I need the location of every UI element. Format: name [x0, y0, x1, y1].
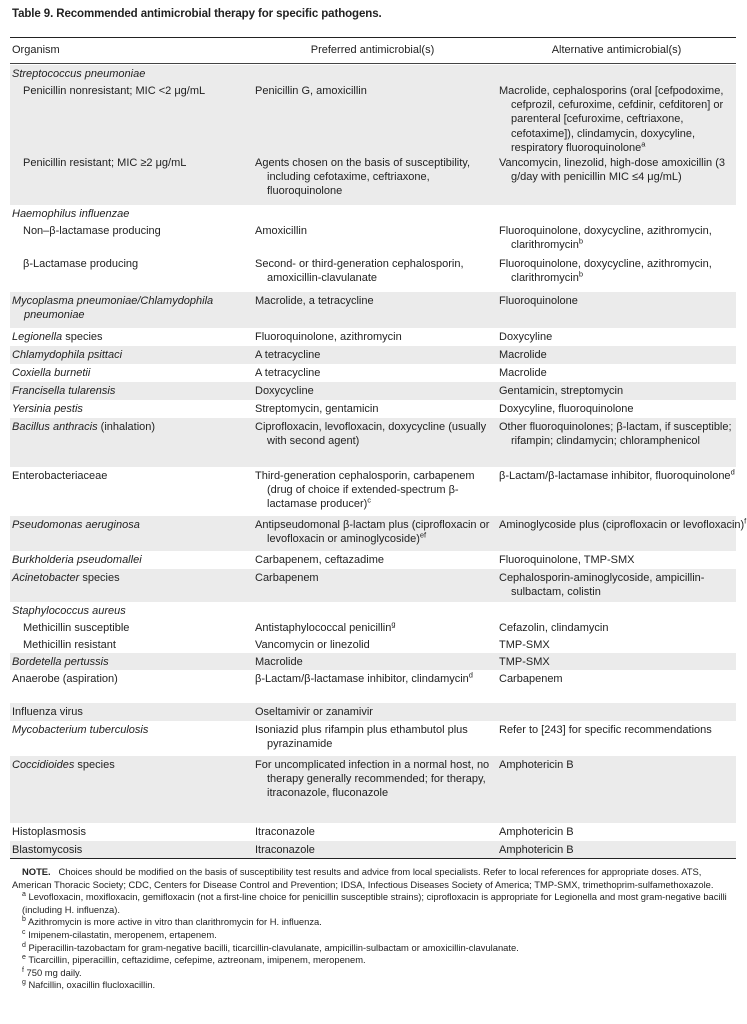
alternative-cell	[499, 224, 747, 252]
cell-text: Vancomycin or linezolid	[255, 639, 370, 651]
preferred-cell	[255, 366, 503, 380]
organism-name: Penicillin nonresistant; MIC <2 μg/mL	[23, 85, 206, 97]
footnote-mark: d	[468, 670, 473, 680]
table-row	[10, 292, 736, 328]
footnote-mark: c	[367, 495, 372, 505]
alternative-cell	[499, 825, 747, 839]
footnote-text: 750 mg daily.	[23, 966, 82, 978]
cell-text: Macrolide, cephalosporins (oral [cefpodoxime, cefprozil, cefuroxime, cefdinir, cefditoren] or parenteral [cefuroxime, ceftriaxone, cefotaxime]), clindamycin, doxycyline, respiratory fluoroquinolone	[499, 85, 724, 154]
organism-cell	[12, 67, 262, 81]
alternative-cell	[499, 366, 747, 380]
preferred-cell	[255, 420, 503, 448]
top-rule	[10, 37, 736, 38]
footnote-mark: e	[419, 530, 425, 540]
cell-text: Doxycycline	[255, 385, 314, 397]
preferred-cell	[255, 705, 503, 719]
bottom-rule	[10, 858, 736, 859]
cell-text: Aminoglycoside plus (ciprofloxacin or levofloxacin)	[499, 519, 745, 531]
preferred-cell	[255, 294, 503, 308]
table-row	[10, 653, 736, 670]
organism-name: Burkholderia pseudomallei	[12, 554, 142, 566]
alternative-cell	[499, 294, 747, 308]
preferred-cell	[255, 672, 503, 686]
organism-name: Bacillus anthracis	[12, 421, 98, 433]
alternative-cell	[499, 257, 747, 285]
cell-text: Oseltamivir or zanamivir	[255, 706, 373, 718]
cell-text: Third-generation cephalosporin, carbapenem (drug of choice if extended-spectrum β-lactamase producer)	[255, 470, 475, 511]
table-row	[10, 400, 736, 418]
organism-qualifier: (inhalation)	[97, 421, 156, 433]
organism-name: Bordetella pertussis	[12, 656, 109, 668]
table-row	[10, 619, 736, 636]
organism-cell	[12, 330, 262, 344]
footnote-mark: a	[22, 891, 26, 899]
organism-name: Legionella	[12, 331, 63, 343]
cell-text: Amphotericin B	[499, 826, 574, 838]
organism-cell	[12, 402, 262, 416]
footnote	[12, 891, 736, 916]
organism-cell	[23, 156, 262, 170]
note-label: NOTE.	[22, 866, 51, 877]
alternative-cell	[499, 348, 747, 362]
footnote-mark: b	[578, 269, 584, 279]
preferred-cell	[255, 402, 503, 416]
cell-text: Antistaphylococcal penicillin	[255, 622, 392, 634]
cell-text: Fluoroquinolone, doxycycline, azithromycin, clarithromycin	[499, 225, 712, 252]
organism-cell	[12, 420, 262, 434]
organism-cell	[12, 553, 262, 567]
footnote-mark: e	[22, 954, 26, 962]
table-row	[10, 823, 736, 841]
footnote-mark: f	[22, 966, 24, 974]
organism-name: Yersinia pestis	[12, 403, 83, 415]
header-preferred: Preferred antimicrobial(s)	[310, 44, 435, 56]
cell-text: TMP-SMX	[499, 639, 550, 651]
organism-cell	[23, 257, 262, 271]
cell-text: Macrolide	[255, 656, 303, 668]
organism-cell	[12, 843, 262, 857]
organism-cell	[12, 758, 262, 772]
cell-text: Streptomycin, gentamicin	[255, 403, 379, 415]
organism-cell	[12, 723, 262, 737]
table-title: Table 9. Recommended antimicrobial therapy for specific pathogens.	[12, 8, 382, 20]
organism-name: Acinetobacter	[12, 572, 80, 584]
organism-name: β-Lactamase producing	[23, 258, 139, 270]
organism-cell	[12, 469, 262, 483]
table-row	[10, 569, 736, 602]
alternative-cell	[499, 843, 747, 857]
cell-text: Macrolide, a tetracycline	[255, 295, 374, 307]
cell-text: Vancomycin, linezolid, high-dose amoxicillin (3 g/day with penicillin MIC ≤4 μg/mL)	[499, 157, 726, 184]
cell-text: Amphotericin B	[499, 759, 574, 771]
footnote-mark: g	[391, 619, 396, 629]
footnote-mark: c	[22, 928, 26, 936]
organism-name: Penicillin resistant; MIC ≥2 μg/mL	[23, 157, 187, 169]
organism-cell	[12, 672, 262, 686]
organism-name: Staphylococcus aureus	[12, 605, 126, 617]
cell-text: Carbapenem	[255, 572, 319, 584]
organism-name: Influenza virus	[12, 706, 83, 718]
organism-cell	[23, 224, 262, 238]
alternative-cell	[499, 518, 747, 532]
cell-text: Macrolide	[499, 367, 547, 379]
table-row	[10, 551, 736, 569]
alternative-cell	[499, 330, 747, 344]
organism-cell	[12, 571, 262, 585]
organism-cell	[23, 84, 262, 98]
cell-text: Gentamicin, streptomycin	[499, 385, 624, 397]
organism-name: Pseudomonas aeruginosa	[12, 519, 140, 531]
footnote-text: Azithromycin is more active in vitro than clarithromycin for H. influenza.	[25, 916, 322, 928]
preferred-cell	[255, 330, 503, 344]
table-row	[10, 602, 736, 619]
organism-cell	[23, 638, 262, 652]
footnote-mark: b	[578, 236, 584, 246]
preferred-cell	[255, 257, 503, 285]
preferred-cell	[255, 224, 503, 238]
organism-name: Streptococcus pneumoniae	[12, 68, 146, 80]
alternative-cell	[499, 156, 747, 184]
cell-text: β-Lactam/β-lactamase inhibitor, fluoroquinolone	[499, 470, 731, 482]
footnote	[12, 979, 736, 992]
organism-name: Coccidioides	[12, 759, 75, 771]
cell-text: Fluoroquinolone, TMP-SMX	[499, 554, 635, 566]
organism-cell	[12, 705, 262, 719]
organism-name: Coxiella burnetii	[12, 367, 91, 379]
alternative-cell	[499, 384, 747, 398]
organism-name: Chlamydophila psittaci	[12, 349, 123, 361]
cell-text: For uncomplicated infection in a normal host, no therapy generally recommended; for therapy, itraconazole, fluconazole	[255, 759, 490, 800]
cell-text: Antipseudomonal β-lactam plus (ciprofloxacin or levofloxacin or aminoglycoside)	[255, 519, 490, 546]
footnote-mark: f	[424, 530, 427, 540]
cell-text: Second- or third-generation cephalosporin, amoxicillin-clavulanate	[255, 258, 464, 285]
cell-text: Isoniazid plus rifampin plus ethambutol plus pyrazinamide	[255, 724, 468, 751]
organism-name: Mycobacterium tuberculosis	[12, 724, 149, 736]
table-row	[10, 364, 736, 382]
footnote-mark: d	[730, 467, 735, 477]
footnote	[12, 929, 736, 942]
table-row	[10, 346, 736, 364]
cell-text: Fluoroquinolone	[499, 295, 578, 307]
alternative-cell	[499, 402, 747, 416]
footnote	[12, 954, 736, 967]
organism-cell	[23, 621, 262, 635]
organism-cell	[12, 384, 262, 398]
preferred-cell	[255, 825, 503, 839]
alternative-cell	[499, 758, 747, 772]
organism-qualifier: species	[62, 331, 103, 343]
preferred-cell	[255, 723, 503, 751]
cell-text: A tetracycline	[255, 367, 321, 379]
preferred-cell	[255, 621, 503, 635]
preferred-cell	[255, 553, 503, 567]
preferred-cell	[255, 655, 503, 669]
preferred-cell	[255, 758, 503, 801]
organism-name: Methicillin susceptible	[23, 622, 130, 634]
table-row	[10, 670, 736, 703]
table-row	[10, 82, 736, 154]
cell-text: Itraconazole	[255, 826, 315, 838]
cell-text: Amphotericin B	[499, 844, 574, 856]
organism-name: Mycoplasma pneumoniae/Chlamydophila pneumoniae	[12, 295, 214, 322]
organism-cell	[12, 825, 262, 839]
footnote-mark: d	[22, 941, 26, 949]
organism-cell	[12, 207, 262, 221]
alternative-cell	[499, 420, 747, 448]
cell-text: Penicillin G, amoxicillin	[255, 85, 367, 97]
preferred-cell	[255, 84, 503, 98]
alternative-cell	[499, 571, 747, 599]
table-row	[10, 382, 736, 400]
footnote-mark: g	[22, 979, 26, 987]
cell-text: Other fluoroquinolones; β-lactam, if susceptible; rifampin; clindamycin; chloramphenicol	[499, 421, 732, 448]
cell-text: Macrolide	[499, 349, 547, 361]
alternative-cell	[499, 638, 747, 652]
alternative-cell	[499, 84, 747, 155]
note-text: Choices should be modified on the basis of susceptibility test results and advice from local specialists. Refer to local references for appropriate doses. ATS, American Thoracic Society; CDC, Centers for Disease Control and Prevention; IDSA, Infectious Diseases Society of America; TMP-SMX, trimethoprim-sulfamethoxazole.	[12, 866, 714, 890]
cell-text: Fluoroquinolone, azithromycin	[255, 331, 402, 343]
table-row	[10, 255, 736, 292]
note-paragraph	[12, 866, 736, 891]
table-row	[10, 756, 736, 823]
organism-cell	[12, 655, 262, 669]
cell-text: Carbapenem, ceftazadime	[255, 554, 385, 566]
organism-cell	[12, 604, 262, 618]
preferred-cell	[255, 843, 503, 857]
cell-text: Cephalosporin-aminoglycoside, ampicillin-sulbactam, colistin	[499, 572, 705, 599]
cell-text: TMP-SMX	[499, 656, 550, 668]
table-row	[10, 703, 736, 721]
preferred-cell	[255, 638, 503, 652]
alternative-cell	[499, 655, 747, 669]
cell-text: Itraconazole	[255, 844, 315, 856]
cell-text: Agents chosen on the basis of susceptibility, including cefotaxime, ceftriaxone, fluoroquinolone	[255, 157, 471, 198]
footnote-mark: f	[744, 516, 747, 526]
cell-text: Doxycyline, fluoroquinolone	[499, 403, 634, 415]
cell-text: Refer to [243] for specific recommendations	[499, 724, 712, 736]
cell-text: Ciprofloxacin, levofloxacin, doxycycline (usually with second agent)	[255, 421, 487, 448]
footnote-mark: b	[22, 916, 26, 924]
footnote-text: Ticarcillin, piperacillin, ceftazidime, cefepime, aztreonam, imipenem, meropenem.	[25, 954, 366, 966]
cell-text: β-Lactam/β-lactamase inhibitor, clindamycin	[255, 673, 469, 685]
organism-name: Non–β-lactamase producing	[23, 225, 161, 237]
footnote-text: Nafcillin, oxacillin flucloxacillin.	[25, 979, 156, 991]
cell-text: Fluoroquinolone, doxycycline, azithromycin, clarithromycin	[499, 258, 712, 285]
table-row	[10, 328, 736, 346]
table-row	[10, 841, 736, 858]
footnote	[12, 916, 736, 929]
alternative-cell	[499, 621, 747, 635]
preferred-cell	[255, 571, 503, 585]
alternative-cell	[499, 553, 747, 567]
cell-text: Cefazolin, clindamycin	[499, 622, 609, 634]
cell-text: Doxycyline	[499, 331, 553, 343]
organism-qualifier: species	[74, 759, 115, 771]
table-row	[10, 636, 736, 653]
organism-name: Anaerobe (aspiration)	[12, 673, 118, 685]
table-row	[10, 222, 736, 255]
table-notes	[12, 866, 736, 992]
organism-qualifier: species	[79, 572, 120, 584]
preferred-cell	[255, 518, 503, 546]
footnote-text: Imipenem-cilastatin, meropenem, ertapenem.	[25, 928, 217, 940]
alternative-cell	[499, 469, 747, 483]
preferred-cell	[255, 156, 503, 199]
table-row	[10, 418, 736, 467]
organism-cell	[12, 348, 262, 362]
preferred-cell	[255, 469, 503, 512]
table-row	[10, 154, 736, 205]
organism-name: Haemophilus influenzae	[12, 208, 130, 220]
table-row	[10, 516, 747, 551]
header-rule	[10, 63, 736, 64]
footnote-list	[12, 891, 736, 992]
organism-cell	[12, 294, 262, 322]
alternative-cell	[499, 723, 747, 737]
footnote-text: Levofloxacin, moxifloxacin, gemifloxacin (not a first-line choice for penicillin susceptible strains); ciprofloxacin is appropriate for Legionella and most gram-negative bacilli (including H. influenza).	[22, 891, 727, 915]
table-row	[10, 467, 736, 516]
footnote-text: Piperacillin-tazobactam for gram-negative bacilli, ticarcillin-clavulanate, ampicillin-sulbactam or amoxicillin-clavulanate.	[25, 941, 519, 953]
organism-name: Francisella tularensis	[12, 385, 116, 397]
cell-text: Amoxicillin	[255, 225, 307, 237]
footnote-mark: a	[641, 139, 646, 149]
organism-name: Histoplasmosis	[12, 826, 86, 838]
preferred-cell	[255, 348, 503, 362]
cell-text: A tetracycline	[255, 349, 321, 361]
table-row	[10, 721, 736, 756]
preferred-cell	[255, 384, 503, 398]
header-alternative: Alternative antimicrobial(s)	[551, 44, 682, 56]
alternative-cell	[499, 672, 747, 686]
header-organism: Organism	[12, 44, 60, 56]
table-row	[10, 205, 736, 222]
table-row	[10, 65, 736, 82]
footnote	[12, 942, 736, 955]
organism-cell	[12, 518, 262, 532]
footnote	[12, 967, 736, 980]
organism-name: Blastomycosis	[12, 844, 83, 856]
organism-name: Methicillin resistant	[23, 639, 116, 651]
organism-cell	[12, 366, 262, 380]
organism-name: Enterobacteriaceae	[12, 470, 108, 482]
cell-text: Carbapenem	[499, 673, 563, 685]
